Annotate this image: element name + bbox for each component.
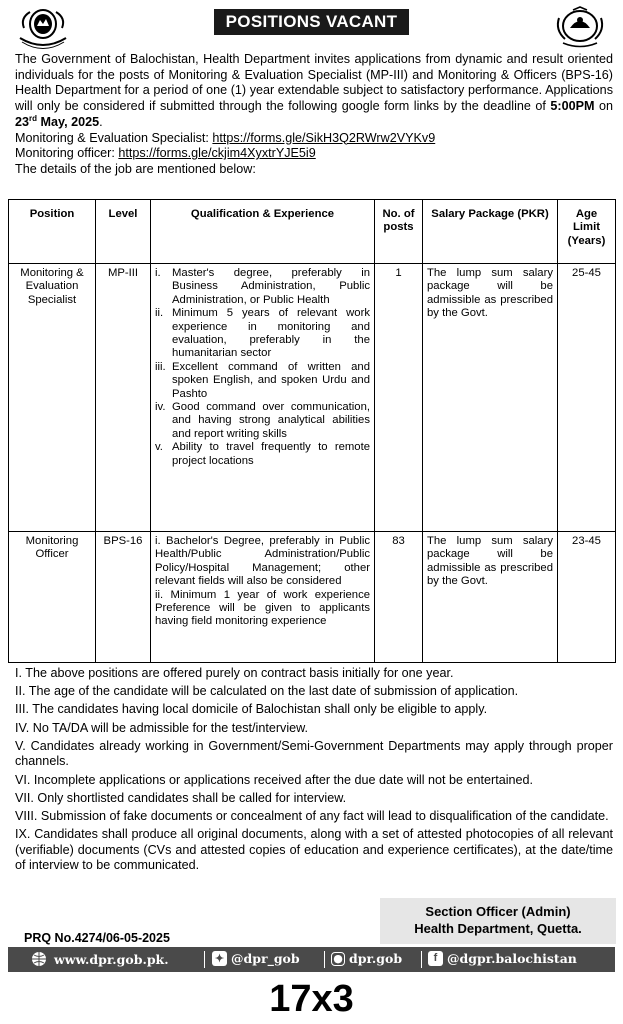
row2-age: 23-45 — [558, 532, 616, 663]
item-number: v. — [155, 441, 163, 454]
facebook-link[interactable] — [428, 951, 577, 966]
website-text: www.dpr.gob.pk. — [54, 951, 169, 967]
item-text: Master's degree, preferably in Business Administration, Public Administration, or Public Health — [172, 267, 370, 306]
intro-text: The Government of Balochistan, Health Department invites applications from dynamic and result oriented individuals for the posts of Monitoring & Evaluation Specialist (MP-III) and Monitoring & Officers (BPS-16) Health Department for a period of one (1) year extendable subject to satisfactory performance. Applications will only be considered if submitted through the following google form links by the deadline of — [15, 52, 613, 114]
list-item — [155, 361, 370, 401]
row2-qualification-2: ii. Minimum 1 year of work experience Preference will be given to applicants having field monitoring experience — [155, 588, 370, 628]
page-title: POSITIONS VACANT — [214, 9, 409, 35]
header-qualification: Qualification & Experience — [151, 200, 375, 264]
header-age: Age Limit (Years) — [558, 200, 616, 264]
list-item: VII. Only shortlisted candidates shall be called for interview. — [15, 790, 347, 805]
signatory-box — [380, 898, 616, 944]
prq-number: PRQ No.4274/06-05-2025 — [24, 931, 170, 945]
list-item: II. The age of the candidate will be calculated on the last date of submission of application. — [15, 684, 519, 699]
table-header-row — [9, 200, 616, 264]
deadline-on: on — [594, 99, 613, 114]
header-level: Level — [96, 200, 151, 264]
form-link-mo — [15, 146, 613, 162]
instagram-icon: ● — [331, 952, 345, 966]
item-number: iv. — [155, 401, 166, 414]
form-link-mes — [15, 131, 613, 147]
item-text: Minimum 5 years of relevant work experience in monitoring and evaluation, preferably in the humanitarian sector — [172, 307, 370, 360]
twitter-text: @dpr_gob — [231, 951, 300, 966]
divider — [204, 951, 205, 968]
list-item: VI. Incomplete applications or applications received after the due date will not be entertained. — [15, 772, 534, 787]
row1-age: 25-45 — [558, 264, 616, 532]
header-position: Position — [9, 200, 96, 264]
website-link[interactable] — [28, 951, 169, 967]
qualification-list — [155, 267, 370, 468]
row2-qualification-1: i. Bachelor's Degree, preferably in Public Health/Public Administration/Public Policy/Hospital Management; other relevant fields will also be considered — [155, 535, 370, 588]
signatory-title: Section Officer (Admin) — [425, 904, 571, 919]
intro-paragraph — [15, 52, 613, 131]
globe-icon — [28, 951, 50, 967]
social-bar — [8, 947, 615, 972]
list-item: IV. No TA/DA will be admissible for the test/interview. — [15, 720, 309, 735]
list-item: I. The above positions are offered purely on contract basis initially for one year. — [15, 666, 454, 680]
deadline-end: . — [99, 114, 103, 129]
row2-level: BPS-16 — [96, 532, 151, 663]
header-posts: No. of posts — [375, 200, 423, 264]
ad-size-code: 17x3 — [269, 978, 354, 1020]
row1-level: MP-III — [96, 264, 151, 532]
twitter-icon: ✦ — [212, 951, 227, 966]
form-link-mo-label: Monitoring officer: — [15, 146, 119, 161]
row2-qualification — [151, 532, 375, 663]
list-item — [155, 441, 370, 468]
form-link-mes-label: Monitoring & Evaluation Specialist: — [15, 130, 213, 145]
row2-posts: 83 — [375, 532, 423, 663]
divider — [324, 951, 325, 968]
deadline-day: 23 — [15, 114, 30, 129]
details-line: The details of the job are mentioned below: — [15, 161, 256, 176]
divider — [421, 951, 422, 968]
list-item: VIII. Submission of fake documents or concealment of any fact will lead to disqualification of the candidate. — [15, 808, 609, 823]
deadline-time: 5:00PM — [550, 99, 595, 114]
table-row — [9, 264, 616, 532]
row1-position: Monitoring & Evaluation Specialist — [9, 264, 96, 532]
row2-position: Monitoring Officer — [9, 532, 96, 663]
twitter-link[interactable] — [212, 951, 300, 966]
row2-salary: The lump sum salary package will be admissible as prescribed by the Govt. — [423, 532, 558, 663]
item-number: ii. — [155, 307, 164, 320]
instagram-text: dpr.gob — [349, 951, 403, 966]
deadline-month-year: May, 2025 — [37, 114, 100, 129]
list-item — [155, 307, 370, 361]
facebook-icon: f — [428, 951, 443, 966]
list-item: III. The candidates having local domicile of Balochistan shall only be eligible to apply. — [15, 702, 488, 717]
jobs-table — [8, 199, 616, 663]
row1-qualification — [151, 264, 375, 532]
instagram-link[interactable] — [331, 951, 402, 966]
deadline-day-suffix: rd — [29, 113, 38, 123]
list-item: V. Candidates already working in Government/Semi-Government Departments may apply through proper channels. — [15, 738, 613, 769]
health-department-logo — [551, 6, 609, 50]
item-text: Good command over communication, and having strong analytical abilities and report writing skills — [172, 401, 370, 440]
signatory-dept: Health Department, Quetta. — [414, 921, 582, 936]
form-link-mo-url[interactable]: https://forms.gle/ckjim4XyxtrYJE5i9 — [118, 146, 316, 161]
row1-posts: 1 — [375, 264, 423, 532]
header-salary: Salary Package (PKR) — [423, 200, 558, 264]
form-link-mes-url[interactable]: https://forms.gle/SikH3Q2RWrw2VYKv9 — [212, 130, 436, 145]
item-text: Ability to travel frequently to remote project locations — [172, 441, 370, 467]
item-number: i. — [155, 267, 161, 279]
list-item — [155, 401, 370, 441]
row1-salary: The lump sum salary package will be admissible as prescribed by the Govt. — [423, 264, 558, 532]
balochistan-govt-logo — [14, 6, 72, 50]
table-row — [9, 532, 616, 663]
item-number: iii. — [155, 360, 166, 373]
item-text: Excellent command of written and spoken English, and spoken Urdu and Pashto — [172, 360, 370, 400]
facebook-text: @dgpr.balochistan — [447, 951, 577, 966]
list-item — [155, 267, 370, 307]
terms-list — [15, 666, 613, 876]
list-item: IX. Candidates shall produce all original documents, along with a set of attested photocopies of all relevant (verifiable) documents (CVs and attested copies of education and experience certificates), at the date/time of interview to be communicated. — [15, 827, 613, 873]
intro-section — [15, 52, 613, 178]
